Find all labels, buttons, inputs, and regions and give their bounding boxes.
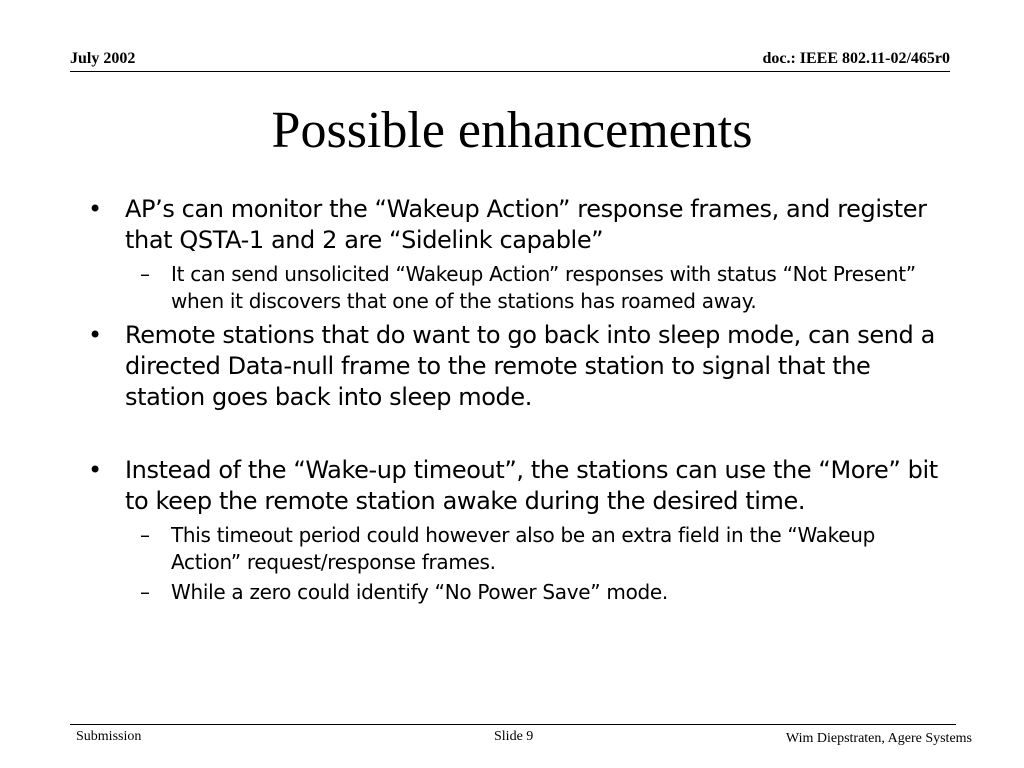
bullet-list: [88, 194, 948, 606]
bullet-item: [88, 320, 948, 413]
header-divider: [70, 71, 950, 72]
bullet-marker: •: [88, 195, 102, 223]
header-doc-id: doc.: IEEE 802.11-02/465r0: [762, 50, 950, 67]
bullet-text: AP’s can monitor the “Wakeup Action” response frames, and register that QSTA-1 and 2 are “Sidelink capable”: [125, 195, 927, 254]
sub-bullet-text: While a zero could identify “No Power Save” mode.: [171, 580, 668, 604]
footer-author: Wim Diepstraten, Agere Systems: [785, 731, 972, 746]
footer-divider: [70, 724, 956, 725]
footer-submission: Submission: [76, 729, 142, 744]
bullet-item: [88, 194, 948, 256]
sub-bullet-item: [88, 579, 948, 606]
sub-bullet-item: [88, 522, 948, 576]
bullet-marker: •: [88, 321, 102, 349]
header-date: July 2002: [70, 50, 136, 67]
bullet-text: Instead of the “Wake-up timeout”, the stations can use the “More” bit to keep the remote station awake during the desired time.: [125, 456, 938, 515]
footer-slide-number: Slide 9: [494, 729, 534, 744]
sub-bullet-text: This timeout period could however also be an extra field in the “Wakeup Action” request/response frames.: [171, 523, 875, 574]
sub-bullet-text: It can send unsolicited “Wakeup Action” responses with status “Not Present” when it discovers that one of the stations has roamed away.: [171, 262, 916, 313]
dash-marker: –: [140, 523, 150, 547]
bullet-text: Remote stations that do want to go back into sleep mode, can send a directed Data-null frame to the remote station to signal that the station goes back into sleep mode.: [125, 321, 935, 411]
bullet-marker: •: [88, 456, 102, 484]
slide-title: Possible enhancements: [271, 102, 753, 159]
dash-marker: –: [140, 262, 150, 286]
dash-marker: –: [140, 580, 150, 604]
sub-bullet-item: [88, 261, 948, 315]
bullet-item: [88, 455, 948, 517]
